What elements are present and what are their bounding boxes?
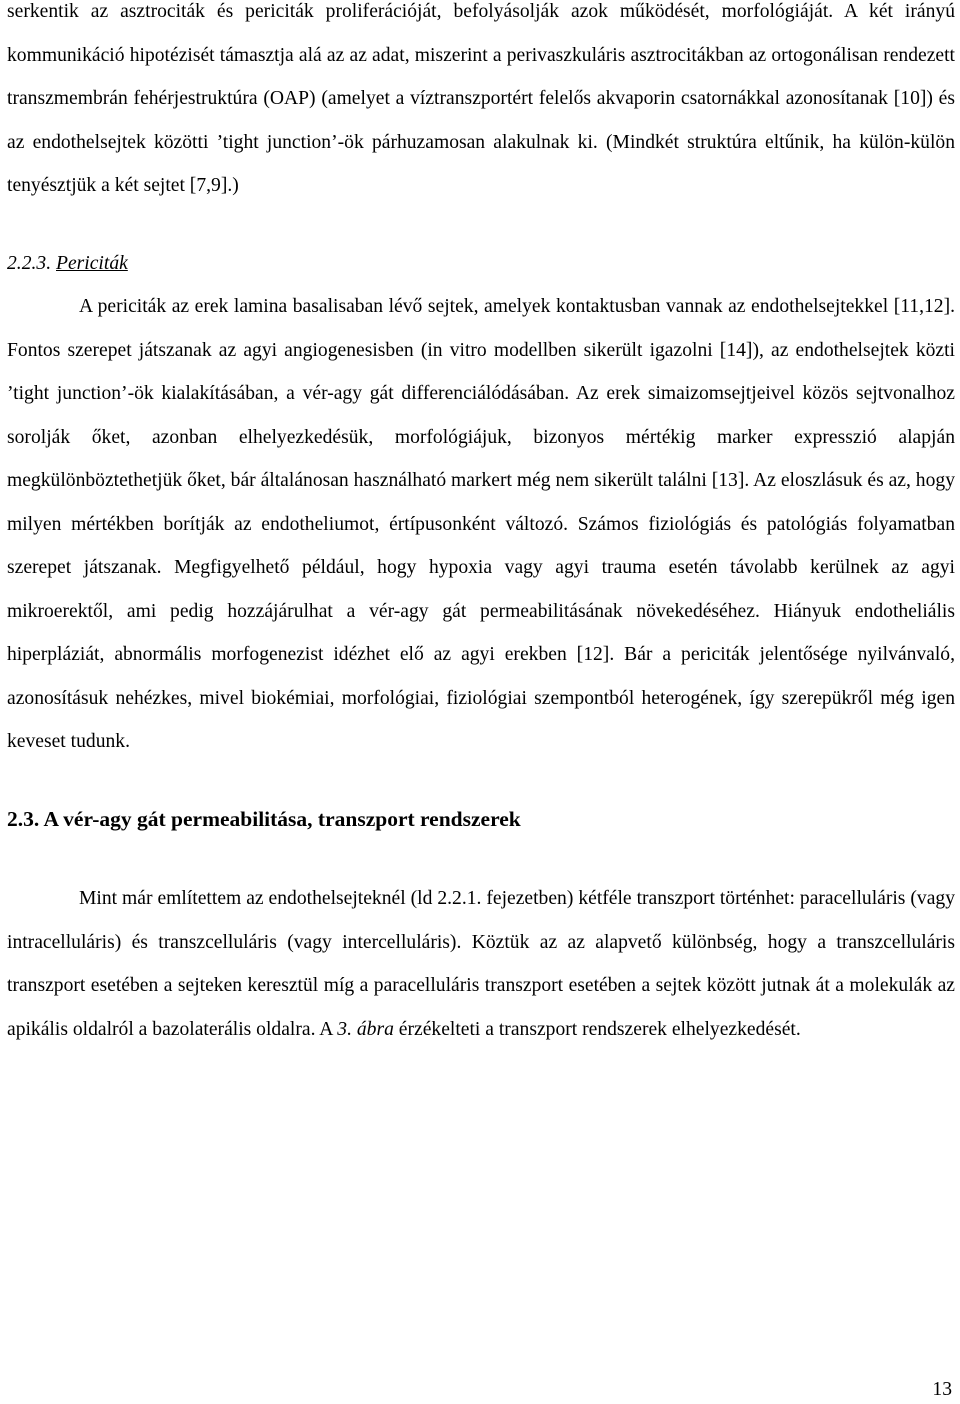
section-heading xyxy=(7,798,955,842)
pericytes-paragraph: A periciták az erek lamina basalisaban lévő sejtek, amelyek kontaktusban vannak az endothelsejtekkel [11,12]. Fontos szerepet játszanak az agyi angiogenesisben (in vitro modellben sikerült igazolni [14]), az endothelsejtek közti ’tight junction’-ök kialakításában, a vér-agy gát differenciálódásában. Az erek simaizomsejtjeivel közös sejtvonalhoz sorolják őket, azonban elhelyezkedésük, morfológiájuk, bizonyos mértékig marker expresszió alapján megkülönböztethetjük őket, bár általánosan használható markert még nem sikerült találni [13]. Az eloszlásuk és az, hogy milyen mértékben borítják az endotheliumot, értípusonként változó. Számos fiziológiás és patológiás folyamatban szerepet játszanak. Megfigyelhető például, hogy hypoxia vagy agyi trauma esetén távolabb kerülnek az agyi mikroerektől, ami pedig hozzájárulhat a vér-agy gát permeabilitásának növekedéséhez. Hiányuk endotheliális hiperpláziát, abnormális morfogenezist idézhet elő az agyi erekben [12]. Bár a periciták jelentősége nyilvánvaló, azonosításuk nehézkes, mivel biokémiai, morfológiai, fiziológiai szempontból heterogének, így szerepükről még igen keveset tudunk. xyxy=(7,296,955,752)
section-title: A vér-agy gát permeabilitása, transzport rendszerek xyxy=(43,806,521,831)
transport-paragraph xyxy=(7,877,955,1051)
subsection-title: Periciták xyxy=(56,252,128,274)
transport-text-before: Mint már említettem az endothelsejteknél (ld 2.2.1. fejezetben) kétféle transzport történhet: paracelluláris (vagy intracelluláris) és transzcelluláris (vagy intercelluláris). Köztük az az alapvető különbség, hogy a transzcelluláris transzport esetében a sejteken keresztül míg a paracelluláris transzport esetében a sejtek között jutnak át a molekulák az apikális oldalról a bazolaterális oldalra. A xyxy=(7,888,955,1040)
page-number: 13 xyxy=(932,1379,952,1400)
subsection-number: 2.2.3. xyxy=(7,252,52,274)
figure-reference: 3. ábra xyxy=(337,1018,394,1040)
section-number: 2.3. xyxy=(7,806,40,831)
document-page xyxy=(7,0,955,1051)
astrocyte-paragraph: serkentik az asztrociták és periciták proliferációját, befolyásolják azok működését, morfológiáját. A két irányú kommunikáció hipotézisét támasztja alá az az adat, miszerint a perivaszkuláris asztrocitákban az ortogonálisan rendezett transzmembrán fehérjestruktúra (OAP) (amelyet a víztranszportért felelős akvaporin csatornákkal azonosítanak [10]) és az endothelsejtek közötti ’tight junction’-ök párhuzamosan alakulnak ki. (Mindkét struktúra eltűnik, ha külön-külön tenyésztjük a két sejtet [7,9].) xyxy=(7,1,955,196)
transport-text-after: érzékelteti a transzport rendszerek elhelyezkedését. xyxy=(393,1018,801,1040)
subsection-heading xyxy=(7,242,955,286)
